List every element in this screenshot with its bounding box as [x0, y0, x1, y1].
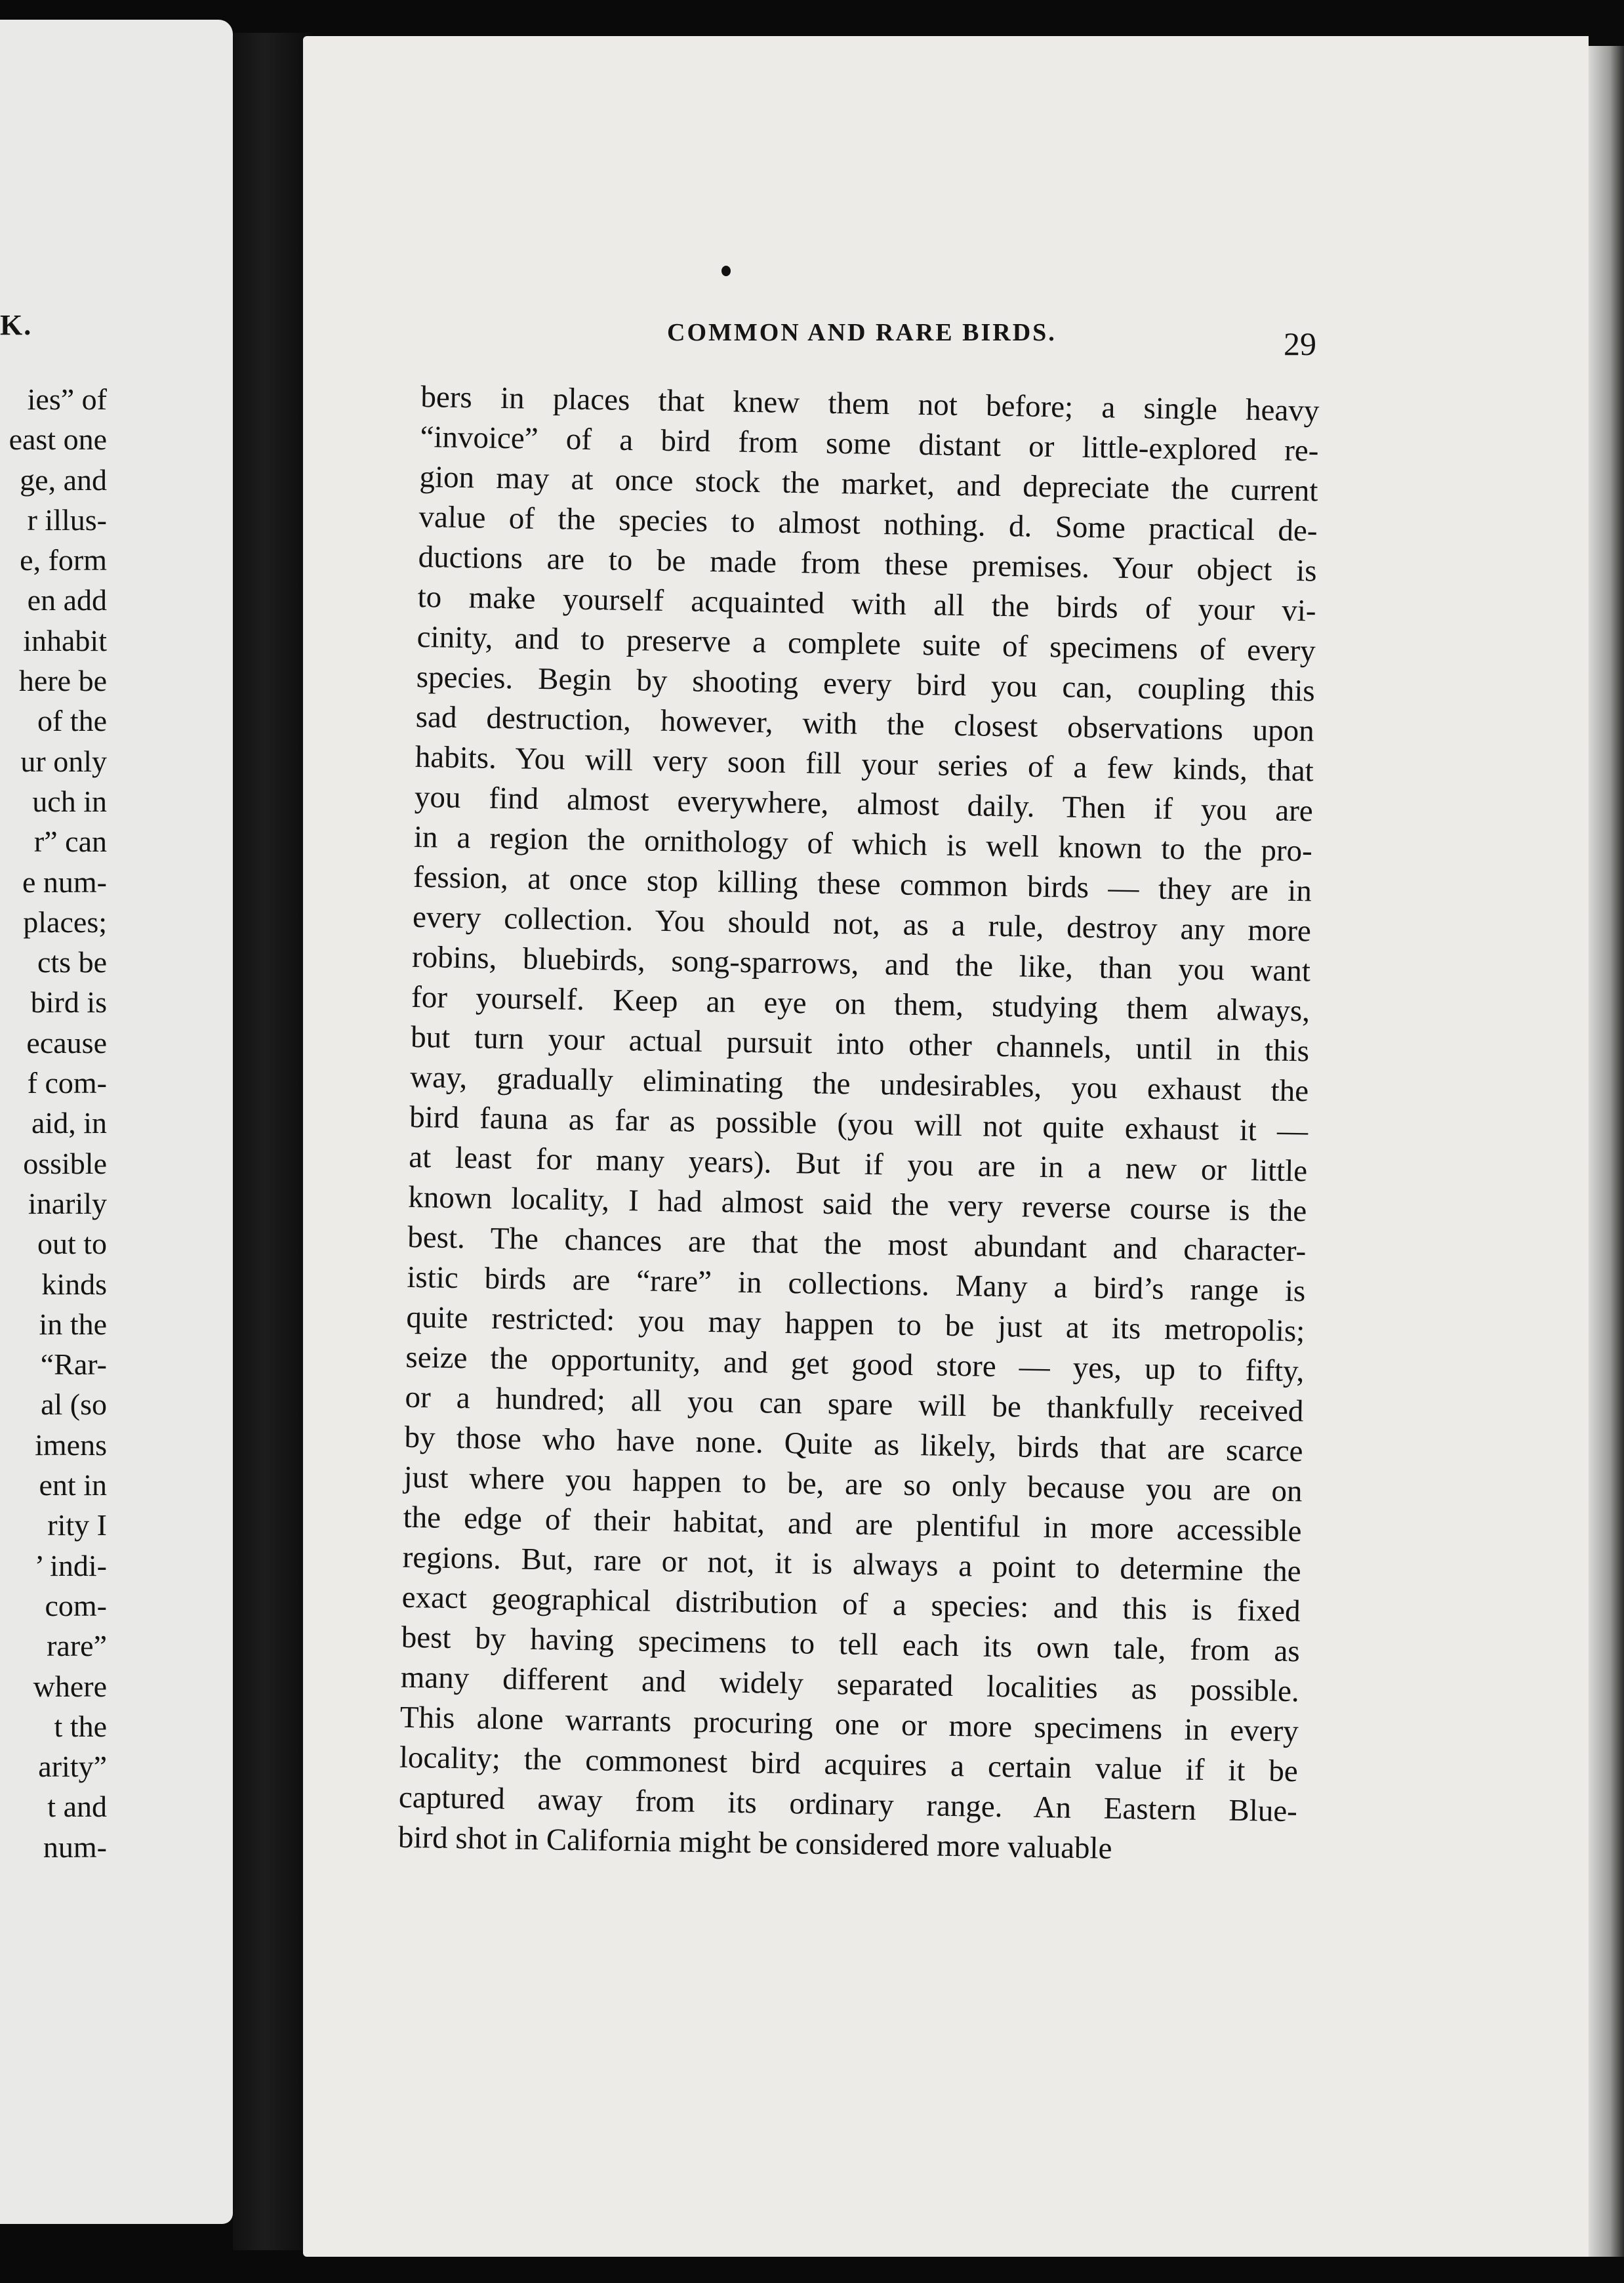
left-page-header-fragment: K. — [0, 309, 33, 341]
text-line: locality; the commonest bird acquires a certain value if it be — [399, 1740, 1299, 1789]
left-line: out to — [37, 1227, 107, 1261]
body-text — [398, 377, 1320, 1872]
text-line: many different and widely separated localities as possible. — [400, 1660, 1300, 1709]
left-line: cts be — [37, 945, 107, 979]
left-line: f com- — [27, 1066, 107, 1100]
page-edge — [1589, 46, 1624, 2257]
text-line: way, gradually eliminating the undesirables, you exhaust the — [409, 1059, 1309, 1109]
left-line: e, form — [20, 543, 107, 577]
left-line: ge, and — [20, 463, 107, 497]
text-line: captured away from its ordinary range. An Eastern Blue- — [398, 1780, 1298, 1829]
left-line: inhabit — [23, 623, 107, 657]
left-line: where — [33, 1669, 107, 1703]
text-line: species. Begin by shooting every bird you can, coupling this — [416, 659, 1316, 709]
text-line: exact geographical distribution of a species: and this is fixed — [401, 1580, 1301, 1629]
text-line: for yourself. Keep an eye on them, studying them always, — [411, 979, 1310, 1029]
right-page — [303, 36, 1589, 2257]
text-line: or a hundred; all you can spare will be thankfully received — [405, 1380, 1304, 1429]
left-line: rity I — [47, 1508, 107, 1542]
text-line: istic birds are “rare” in collections. Many a bird’s range is — [407, 1260, 1306, 1309]
page-number: 29 — [1284, 325, 1316, 362]
left-line: al (so — [41, 1388, 107, 1422]
left-page-text — [9, 379, 107, 1867]
text-line: robins, bluebirds, song-sparrows, and the like, than you want — [411, 939, 1311, 989]
book-gutter — [233, 33, 312, 2250]
text-line: bers in places that knew them not before; a single heavy — [420, 379, 1320, 428]
left-line: en add — [27, 583, 107, 617]
text-line: by those who have none. Quite as likely, birds that are scarce — [404, 1420, 1303, 1469]
left-line: “Rar- — [40, 1347, 107, 1382]
left-line: imens — [35, 1428, 107, 1462]
left-facing-page — [0, 20, 233, 2224]
left-line: e num- — [22, 865, 107, 899]
left-line: t and — [47, 1790, 107, 1824]
left-line: arity” — [38, 1750, 107, 1784]
left-line: ossible — [23, 1146, 107, 1180]
text-line: seize the opportunity, and get good store — yes, up to fifty, — [405, 1340, 1305, 1389]
text-line: just where you happen to be, are so only because you are on — [403, 1460, 1303, 1509]
ink-speck — [721, 266, 731, 276]
text-line: best by having specimens to tell each its own tale, from as — [401, 1620, 1301, 1669]
text-line: best. The chances are that the most abundant and character- — [407, 1220, 1307, 1269]
text-line: habits. You will very soon fill your series of a few kinds, that — [415, 739, 1314, 789]
left-line: ies” of — [27, 382, 107, 416]
left-line: rare” — [47, 1629, 107, 1663]
text-line: in a region the ornithology of which is well known to the pro- — [413, 819, 1313, 869]
left-line: r” can — [33, 825, 107, 859]
left-line: aid, in — [31, 1106, 107, 1140]
text-line: regions. But, rare or not, it is always a point to determine the — [402, 1540, 1301, 1589]
text-line: fession, at once stop killing these common birds — they are in — [413, 859, 1312, 909]
left-line: east one — [9, 422, 107, 457]
left-line: places; — [23, 905, 107, 939]
left-line: t the — [54, 1709, 107, 1743]
left-line: num- — [43, 1830, 107, 1864]
text-line: ductions are to be made from these premises. Your object is — [418, 539, 1317, 588]
left-line: ur only — [20, 744, 107, 778]
left-line: here be — [18, 664, 107, 698]
text-line: value of the species to almost nothing. d. Some practical de- — [418, 499, 1318, 548]
text-line: quite restricted: you may happen to be just at its metropolis; — [406, 1300, 1305, 1349]
text-line: cinity, and to preserve a complete suite of specimens of every — [416, 619, 1316, 668]
text-line: bird shot in California might be considered more valuable — [397, 1820, 1112, 1866]
left-line: ent in — [39, 1468, 107, 1502]
left-line: com- — [45, 1588, 107, 1622]
text-line: but turn your actual pursuit into other channels, until in this — [410, 1019, 1310, 1069]
left-line: of the — [37, 704, 107, 738]
left-line: in the — [39, 1307, 107, 1341]
text-line: at least for many years). But if you are in a new or little — [408, 1140, 1308, 1189]
text-line: “invoice” of a bird from some distant or little-explored re- — [420, 419, 1319, 468]
left-line: r illus- — [27, 503, 107, 537]
running-head: COMMON AND RARE BIRDS. — [667, 319, 1057, 346]
text-line: every collection. You should not, as a rule, destroy any more — [412, 899, 1312, 949]
left-line: ecause — [26, 1025, 107, 1059]
text-line: to make yourself acquainted with all the birds of your vi- — [417, 579, 1316, 628]
text-line: This alone warrants procuring one or more specimens in every — [399, 1700, 1299, 1749]
left-line: inarily — [28, 1186, 107, 1220]
text-line: sad destruction, however, with the closest observations upon — [415, 699, 1315, 749]
text-line: gion may at once stock the market, and depreciate the current — [419, 459, 1318, 508]
left-line: uch in — [32, 784, 107, 818]
text-line: bird fauna as far as possible (you will not quite exhaust it — — [409, 1100, 1309, 1149]
left-line: kinds — [41, 1267, 107, 1301]
text-line: the edge of their habitat, and are plentiful in more accessible — [403, 1500, 1302, 1549]
left-line: bird is — [30, 985, 107, 1019]
left-line: ’ indi- — [34, 1548, 107, 1582]
text-line: you find almost everywhere, almost daily. Then if you are — [414, 779, 1314, 829]
text-line: known locality, I had almost said the very reverse course is the — [407, 1180, 1307, 1229]
